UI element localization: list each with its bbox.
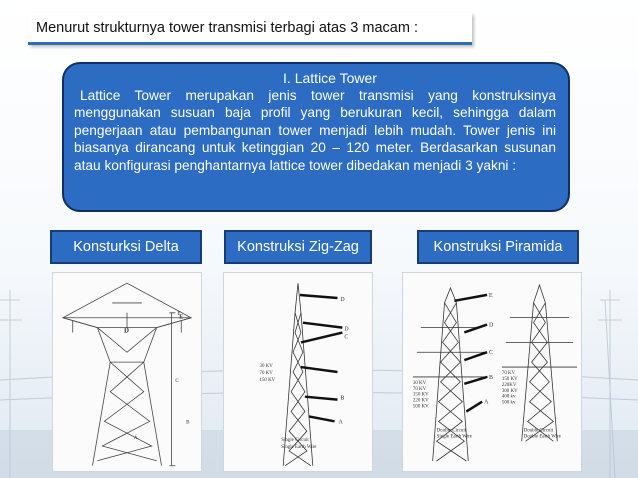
label-piramida-text: Konstruksi Piramida (433, 239, 563, 255)
zigzag-tower-figure (223, 272, 373, 472)
lattice-tower-description (62, 62, 570, 212)
label-piramida (417, 230, 579, 264)
zigzag-tower-drawing (224, 273, 372, 471)
piramida-right-voltage: 300 KV (501, 388, 518, 394)
piramida-label-a: A (484, 399, 489, 406)
piramida-right-caption: Double Earth Wire (523, 434, 561, 440)
label-delta-text: Konsturksi Delta (73, 239, 179, 255)
zigzag-label-b: B (340, 395, 345, 402)
zigzag-label-d2: D (344, 326, 349, 333)
zigzag-label-a: A (338, 419, 343, 426)
piramida-left-voltage: 70 KV (412, 386, 427, 392)
page-title: Menurut strukturnya tower transmisi terbagi atas 3 macam : (36, 19, 418, 36)
zigzag-caption: Single Circuit (281, 438, 309, 444)
zigzag-voltage: 70 KV (259, 370, 273, 376)
piramida-right-voltage: 400 kv (501, 394, 516, 400)
section-heading: I. Lattice Tower (283, 70, 377, 86)
piramida-left-caption: Double Circuit (436, 428, 467, 434)
label-delta (50, 230, 202, 264)
piramida-left-caption: Single Earth Wire (436, 434, 472, 440)
delta-label-a: A (133, 436, 138, 442)
zigzag-caption: Single Earth Wire (281, 444, 317, 450)
piramida-tower-figure (402, 272, 582, 472)
piramida-label-d: D (489, 322, 494, 329)
piramida-label-b: B (489, 374, 493, 381)
zigzag-label-c: C (344, 334, 349, 341)
delta-tower-figure (52, 272, 202, 472)
delta-label-b: B (186, 420, 190, 426)
delta-label-c: C (175, 378, 179, 384)
piramida-left-voltage: 150 KV (412, 392, 429, 398)
piramida-label-e: E (489, 292, 493, 299)
piramida-label-c: C (489, 350, 493, 357)
piramida-right-voltage: 70 KV (501, 370, 516, 376)
label-zigzag (224, 230, 372, 264)
piramida-right-voltage: 220KV (501, 382, 517, 388)
zigzag-voltage: 30 KV (259, 364, 273, 370)
piramida-right-voltage: 500 kv (501, 400, 516, 406)
piramida-left-voltage: 500 KV (412, 404, 429, 410)
zigzag-voltage: 150 KV (259, 377, 276, 383)
delta-label-d: D (124, 327, 130, 335)
delta-tower-drawing (53, 273, 201, 471)
piramida-right-caption: Double Circuit (523, 428, 554, 434)
piramida-tower-drawing (403, 273, 581, 471)
piramida-left-voltage: 220 KV (412, 398, 429, 404)
zigzag-label-d1: D (340, 296, 345, 303)
delta-label-e: E (177, 310, 181, 317)
header-title-box (28, 13, 472, 45)
piramida-left-voltage: 30 KV (412, 380, 427, 386)
label-zigzag-text: Konstruksi Zig-Zag (237, 239, 359, 255)
section-text: Lattice Tower merupakan jenis tower transmisi yang konstruksinya menggunakan susuan baja profil yang berukuran kecil, sehingga dalam pengerjaan atau pembangunan tower menjadi lebih mudah. Tower jenis ini biasanya dirancang untuk ketinggian 20 – 120 meter. Berdasarkan susunan atau konfigurasi penghantarnya lattice tower dibedakan menjadi 3 yakni : (74, 88, 556, 173)
piramida-right-voltage: 150 KV (501, 376, 518, 382)
delta-label-e2: E (179, 314, 184, 321)
